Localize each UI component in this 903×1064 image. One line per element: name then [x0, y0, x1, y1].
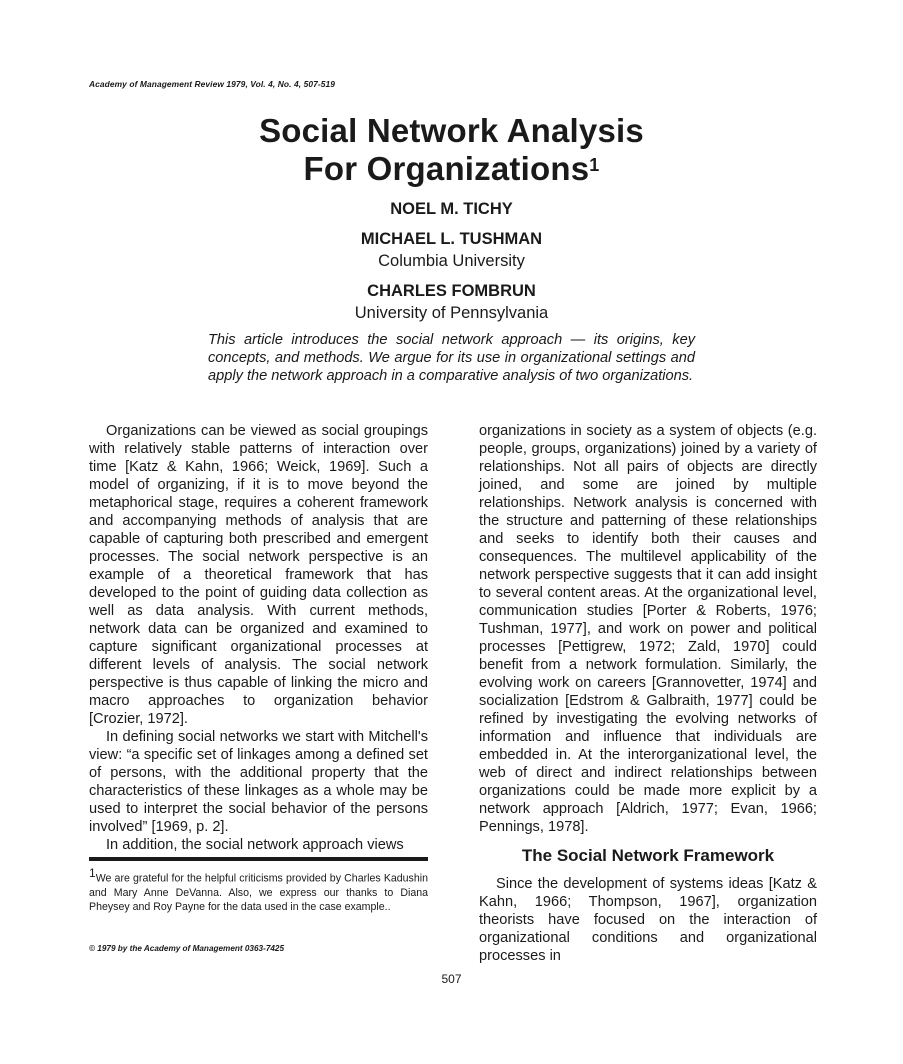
- body-paragraph: In addition, the social network approach views: [106, 837, 404, 853]
- footnote-mark: 1: [89, 866, 96, 880]
- right-column: [479, 422, 817, 965]
- title-line-2-text: For Organizations: [303, 150, 590, 187]
- author-block: [0, 198, 903, 324]
- body-paragraph: organizations in society as a system of objects (e.g. people, groups, organizations) joined by a variety of relationships. Not all pairs of objects are directly joined, and some are joined by multiple relationships. Network analysis is concerned with the structure and patterning of these relationships and seeks to identify both their causes and consequences. The multilevel applicability of the network perspective suggests that it can add insight to several content areas. At the organizational level, communication studies [Porter & Roberts, 1976; Tushman, 1977], and work on power and political processes [Pettigrew, 1972; Zald, 1970] could benefit from a network formulation. Similarly, the evolving work on careers [Grannovetter, 1974] and socialization [Edstrom & Galbraith, 1977] could be refined by investigating the evolving networks of information and influence that individuals are embedded in. At the interorganizational level, the web of direct and indirect relationships between organizations could be made more explicit by a network approach [Aldrich, 1977; Evan, 1966; Pennings, 1978].: [479, 423, 817, 835]
- footnote-text: We are grateful for the helpful criticisms provided by Charles Kadushin and Mary Anne DeVanna. Also, we express our thanks to Diana Pheysey and Roy Payne for the data used in the case example..: [89, 872, 428, 913]
- author-affiliation-2: Columbia University: [378, 252, 525, 270]
- article-title: [0, 112, 903, 188]
- body-paragraph: Since the development of systems ideas [Katz & Kahn, 1966; Thompson, 1967], organization theorists have focused on the interaction of organizational conditions and organizational processes in: [479, 876, 817, 964]
- author-name-3: CHARLES FOMBRUN: [367, 282, 536, 300]
- author-affiliation-3: University of Pennsylvania: [354, 304, 549, 322]
- section-heading: The Social Network Framework: [521, 846, 775, 865]
- body-paragraph: Organizations can be viewed as social groupings with relatively stable patterns of interaction over time [Katz & Kahn, 1966; Weick, 1969]. Such a model of organizing, if it is to move beyond the metaphorical stage, requires a coherent framework and accompanying methods of analysis that are capable of capturing both prescribed and emergent processes. The social network perspective is an example of a theoretical framework that has developed to the point of guiding data collection as well as data analysis. With current methods, network data can be organized and examined to capture significant organizational processes at different levels of analysis. The social network perspective is thus capable of linking the micro and macro approaches to organization behavior [Crozier, 1972].: [89, 423, 428, 727]
- title-line-1: Social Network Analysis: [259, 112, 644, 149]
- body-paragraph: In defining social networks we start with Mitchell's view: “a specific set of linkages among a defined set of persons, with the additional property that the characteristics of these linkages as a whole may be used to interpret the social behavior of the persons involved” [1969, p. 2].: [89, 729, 428, 835]
- author-name-1: NOEL M. TICHY: [390, 200, 513, 218]
- author-name-2: MICHAEL L. TUSHMAN: [360, 230, 543, 248]
- page-number: 507: [441, 972, 462, 986]
- journal-citation: Academy of Management Review 1979, Vol. 4, No. 4, 507-519: [89, 79, 336, 89]
- footnote: [89, 866, 428, 914]
- left-column: [89, 422, 428, 854]
- abstract: This article introduces the social network approach — its origins, key concepts, and methods. We argue for its use in organizational settings and apply the network approach in a comparative analysis of two organizations.: [208, 332, 695, 384]
- footnote-divider: [89, 857, 428, 861]
- title-footnote-mark: 1: [589, 155, 600, 175]
- copyright-notice: © 1979 by the Academy of Management 0363-7425: [89, 944, 285, 953]
- title-line-2: [0, 150, 903, 188]
